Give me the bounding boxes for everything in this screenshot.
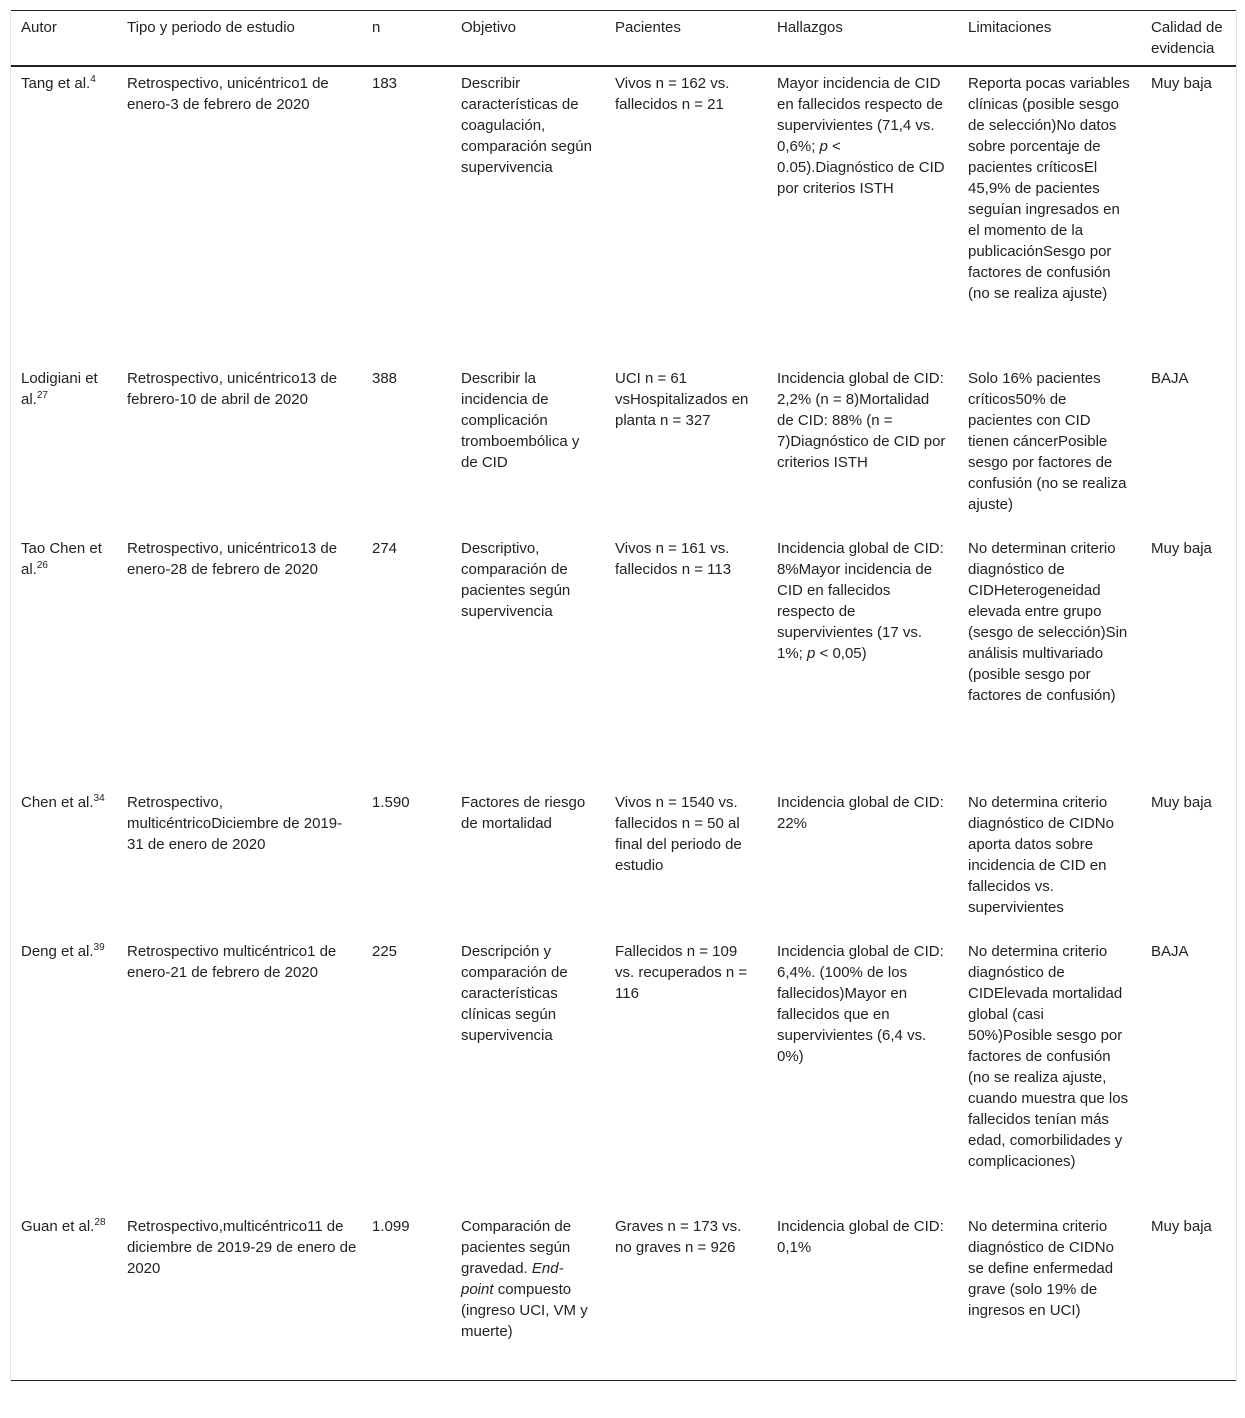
cell-calidad: BAJA	[1151, 370, 1189, 387]
autor-text: Deng et al.	[21, 943, 94, 960]
hallazgos-text-a: Incidencia global de CID: 8%Mayor incidencia de CID en fallecidos respecto de supervivientes (17 vs. 1%;	[777, 540, 944, 662]
autor-text: Guan et al.	[21, 1218, 95, 1235]
cell-pacientes: Graves n = 173 vs. no graves n = 926	[615, 1218, 742, 1256]
header-objetivo: Objetivo	[461, 19, 517, 36]
table-row	[11, 362, 1236, 532]
header-hallazgos: Hallazgos	[777, 19, 843, 36]
header-autor: Autor	[21, 19, 57, 36]
table-row	[11, 1210, 1236, 1380]
cell-tipo: Retrospectivo, unicéntrico13 de febrero-10 de abril de 2020	[127, 370, 338, 408]
hallazgos-text-a: Mayor incidencia de CID en fallecidos respecto de supervivientes (71,4 vs. 0,6%;	[777, 75, 943, 155]
cell-tipo: Retrospectivo, multicéntricoDiciembre de 2019-31 de enero de 2020	[127, 794, 343, 853]
table-row	[11, 935, 1236, 1210]
cell-pacientes: Vivos n = 162 vs. fallecidos n = 21	[615, 75, 730, 113]
table-row	[11, 66, 1236, 362]
evidence-table-container	[10, 10, 1237, 1381]
cell-objetivo: Describir características de coagulación, comparación según supervivencia	[461, 75, 592, 176]
cell-limitaciones: Reporta pocas variables clínicas (posible sesgo de selección)No datos sobre porcentaje de pacientes críticosEl 45,9% de pacientes seguían ingresados en el momento de la publicaciónSesgo por factores de confusión (no se realiza ajuste)	[968, 75, 1130, 302]
cell-hallazgos: Incidencia global de CID: 0,1%	[777, 1218, 944, 1256]
objetivo-text-b: compuesto (ingreso UCI, VM y muerte)	[461, 1281, 588, 1340]
cell-autor	[11, 66, 117, 362]
cell-limitaciones: No determina criterio diagnóstico de CIDNo aporta datos sobre incidencia de CID en fallecidos vs. supervivientes	[968, 794, 1114, 916]
hallazgos-text-b: < 0,05)	[815, 645, 867, 662]
p-value-symbol: p	[807, 645, 816, 662]
cell-objetivo: Descripción y comparación de características clínicas según supervivencia	[461, 943, 568, 1044]
hallazgos-text-b: < 0.05).Diagnóstico de CID por criterios ISTH	[777, 138, 945, 197]
cell-limitaciones: Solo 16% pacientes críticos50% de pacientes con CID tienen cáncerPosible sesgo por factores de confusión (no se realiza ajuste)	[968, 370, 1127, 513]
header-calidad: Calidad de evidencia	[1151, 19, 1223, 57]
reference-number: 28	[94, 1217, 106, 1228]
header-n: n	[372, 19, 381, 36]
cell-tipo: Retrospectivo, unicéntrico13 de enero-28 de febrero de 2020	[127, 540, 338, 578]
autor-text: Tao Chen et al.	[21, 540, 102, 578]
cell-autor	[11, 786, 117, 935]
reference-number: 26	[36, 560, 48, 571]
cell-hallazgos: Incidencia global de CID: 6,4%. (100% de los fallecidos)Mayor en fallecidos que en supervivientes (6,4 vs. 0%)	[777, 943, 944, 1065]
table-row	[11, 786, 1236, 935]
end-point-term: End-point	[461, 1260, 564, 1298]
objetivo-text-a: Comparación de pacientes según gravedad.	[461, 1218, 572, 1277]
cell-objetivo: Factores de riesgo de mortalidad	[461, 794, 586, 832]
cell-autor	[11, 935, 117, 1210]
header-row	[11, 11, 1236, 67]
cell-autor	[11, 362, 117, 532]
cell-objetivo: Descriptivo, comparación de pacientes según supervivencia	[461, 540, 571, 620]
reference-number: 34	[93, 793, 105, 804]
header-pacientes: Pacientes	[615, 19, 681, 36]
header-tipo: Tipo y periodo de estudio	[127, 19, 295, 36]
reference-number: 4	[90, 74, 96, 85]
reference-number: 27	[36, 390, 48, 401]
cell-calidad: BAJA	[1151, 943, 1189, 960]
table-row	[11, 532, 1236, 786]
cell-tipo: Retrospectivo multicéntrico1 de enero-21 de febrero de 2020	[127, 943, 337, 981]
evidence-table	[11, 10, 1236, 1381]
cell-n: 388	[372, 370, 398, 387]
autor-text: Chen et al.	[21, 794, 94, 811]
cell-limitaciones: No determina criterio diagnóstico de CIDElevada mortalidad global (casi 50%)Posible sesgo por factores de confusión (no se realiza ajuste, cuando muestra que los fallecidos tenían más edad, comorbilidades y complicaciones)	[968, 943, 1129, 1170]
cell-objetivo: Describir la incidencia de complicación tromboembólica y de CID	[461, 370, 580, 471]
cell-autor	[11, 532, 117, 786]
cell-calidad: Muy baja	[1151, 75, 1212, 92]
cell-pacientes: UCI n = 61 vsHospitalizados en planta n = 327	[615, 370, 749, 429]
cell-hallazgos	[767, 66, 958, 362]
cell-pacientes: Vivos n = 161 vs. fallecidos n = 113	[615, 540, 732, 578]
reference-number: 39	[93, 942, 105, 953]
cell-n: 225	[372, 943, 398, 960]
cell-objetivo	[451, 1210, 605, 1380]
cell-n: 274	[372, 540, 398, 557]
cell-limitaciones: No determina criterio diagnóstico de CIDNo se define enfermedad grave (solo 19% de ingresos en UCI)	[968, 1218, 1114, 1319]
cell-pacientes: Vivos n = 1540 vs. fallecidos n = 50 al final del periodo de estudio	[615, 794, 742, 874]
autor-text: Tang et al.	[21, 75, 91, 92]
cell-n: 1.590	[372, 794, 410, 811]
cell-calidad: Muy baja	[1151, 1218, 1212, 1235]
cell-hallazgos	[767, 532, 958, 786]
cell-autor	[11, 1210, 117, 1380]
table-header	[11, 11, 1236, 67]
cell-pacientes: Fallecidos n = 109 vs. recuperados n = 116	[615, 943, 748, 1002]
table-body	[11, 66, 1236, 1380]
cell-hallazgos: Incidencia global de CID: 22%	[777, 794, 944, 832]
cell-n: 1.099	[372, 1218, 410, 1235]
autor-text: Lodigiani et al.	[21, 370, 98, 408]
cell-tipo: Retrospectivo,multicéntrico11 de diciembre de 2019-29 de enero de 2020	[127, 1218, 357, 1277]
cell-hallazgos: Incidencia global de CID: 2,2% (n = 8)Mortalidad de CID: 88% (n = 7)Diagnóstico de CID por criterios ISTH	[777, 370, 946, 471]
cell-calidad: Muy baja	[1151, 794, 1212, 811]
cell-n: 183	[372, 75, 398, 92]
cell-limitaciones: No determinan criterio diagnóstico de CIDHeterogeneidad elevada entre grupo (sesgo de selección)Sin análisis multivariado (posible sesgo por factores de confusión)	[968, 540, 1128, 704]
header-limitaciones: Limitaciones	[968, 19, 1052, 36]
p-value-symbol: p	[819, 138, 828, 155]
cell-tipo: Retrospectivo, unicéntrico1 de enero-3 de febrero de 2020	[127, 75, 329, 113]
cell-calidad: Muy baja	[1151, 540, 1212, 557]
